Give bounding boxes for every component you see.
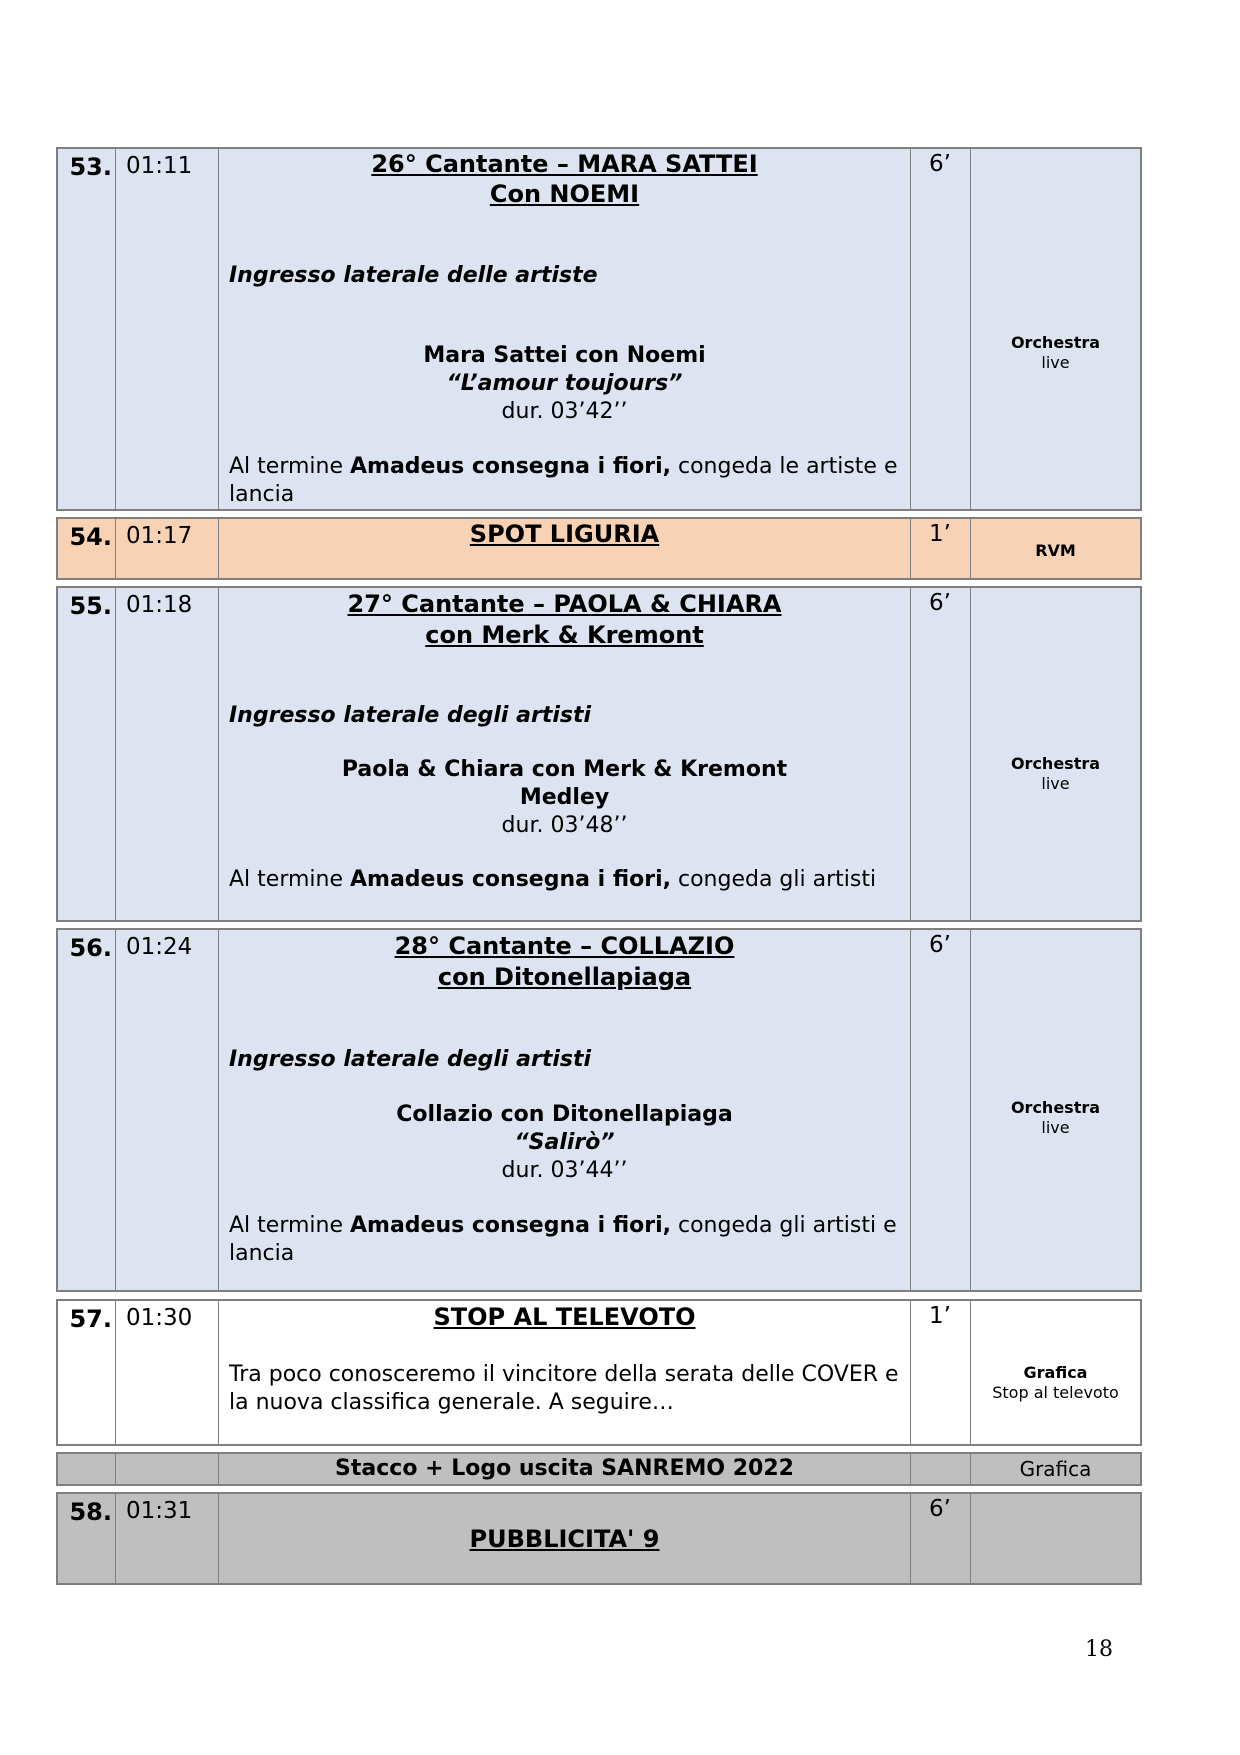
number-cell [58, 930, 116, 1290]
content-cell [219, 1454, 911, 1484]
row-number: 53. [69, 153, 112, 181]
time-cell [116, 149, 219, 509]
time-cell [116, 1454, 219, 1484]
segment-title: PUBBLICITA' 9 [469, 1525, 660, 1553]
notes-cell [971, 930, 1140, 1290]
rundown-row-55 [56, 586, 1142, 922]
entrance-note: Ingresso laterale degli artisti [229, 1047, 592, 1072]
song-duration: dur. 03’48’’ [501, 813, 628, 838]
closing-note: Al termine Amadeus consegna i fiori, congeda gli artisti [229, 867, 877, 892]
segment-duration: 6’ [929, 590, 951, 616]
song-title: Medley [519, 785, 610, 810]
number-cell [58, 1494, 116, 1583]
duration-cell [911, 1454, 971, 1484]
source-note: Grafica Stop al televoto [992, 1363, 1119, 1402]
row-number: 58. [69, 1498, 112, 1526]
duration-cell [911, 588, 971, 920]
number-cell [58, 1454, 116, 1484]
song-title: “L’amour toujours” [446, 371, 683, 396]
segment-subtitle: Con NOEMI [489, 180, 640, 208]
notes-cell [971, 1301, 1140, 1444]
content-cell [219, 519, 911, 578]
time-cell [116, 1301, 219, 1444]
duration-cell [911, 930, 971, 1290]
source-note: Orchestra live [1010, 333, 1101, 372]
segment-duration: 1’ [929, 521, 951, 547]
row-time: 01:30 [126, 1305, 193, 1331]
segment-duration: 1’ [929, 1303, 951, 1329]
row-time: 01:24 [126, 934, 193, 960]
closing-note: Al termine Amadeus consegna i fiori, congeda le artiste e lancia [229, 454, 898, 507]
notes-cell [971, 588, 1140, 920]
performer-names: Paola & Chiara con Merk & Kremont [341, 757, 788, 782]
entrance-note: Ingresso laterale degli artisti [229, 703, 592, 728]
duration-cell [911, 1301, 971, 1444]
closing-note: Al termine Amadeus consegna i fiori, congeda gli artisti e lancia [229, 1213, 897, 1266]
segment-subtitle: con Merk & Kremont [425, 621, 704, 649]
content-cell [219, 149, 911, 509]
segment-title: 28° Cantante – COLLAZIO [394, 932, 735, 960]
performer-names: Mara Sattei con Noemi [423, 343, 706, 368]
time-cell [116, 930, 219, 1290]
duration-cell [911, 149, 971, 509]
row-number: 55. [69, 592, 112, 620]
segment-title: STOP AL TELEVOTO [433, 1303, 696, 1331]
row-number: 56. [69, 934, 112, 962]
content-cell [219, 1494, 911, 1583]
row-time: 01:11 [126, 153, 193, 179]
segment-title: 27° Cantante – PAOLA & CHIARA [347, 590, 782, 618]
content-cell [219, 930, 911, 1290]
number-cell [58, 149, 116, 509]
segment-body-text: Tra poco conosceremo il vincitore della serata delle COVER e la nuova classifica generale. A seguire… [229, 1362, 899, 1415]
rundown-row-57 [56, 1299, 1142, 1446]
notes-cell [971, 519, 1140, 578]
segment-duration: 6’ [929, 932, 951, 958]
row-number: 57. [69, 1305, 112, 1333]
segment-duration: 6’ [929, 151, 951, 177]
time-cell [116, 1494, 219, 1583]
notes-cell [971, 149, 1140, 509]
row-number: 54. [69, 523, 112, 551]
page-number: 18 [1085, 1637, 1113, 1662]
source-note: Grafica [1019, 1457, 1092, 1481]
rundown-row-56 [56, 928, 1142, 1292]
content-cell [219, 588, 911, 920]
song-duration: dur. 03’42’’ [501, 399, 628, 424]
notes-cell [971, 1494, 1140, 1583]
time-cell [116, 519, 219, 578]
number-cell [58, 588, 116, 920]
rundown-row-58 [56, 1492, 1142, 1585]
source-note: Orchestra live [1010, 754, 1101, 793]
number-cell [58, 1301, 116, 1444]
source-note: Orchestra live [1010, 1098, 1101, 1137]
duration-cell [911, 1494, 971, 1583]
duration-cell [911, 519, 971, 578]
segment-title: 26° Cantante – MARA SATTEI [371, 150, 758, 178]
rundown-row-53 [56, 147, 1142, 511]
performer-names: Collazio con Ditonellapiaga [396, 1102, 733, 1127]
row-time: 01:31 [126, 1498, 193, 1524]
time-cell [116, 588, 219, 920]
entrance-note: Ingresso laterale delle artiste [229, 263, 598, 288]
content-cell [219, 1301, 911, 1444]
number-cell [58, 519, 116, 578]
segment-title: SPOT LIGURIA [469, 520, 660, 548]
segment-subtitle: con Ditonellapiaga [437, 963, 692, 991]
row-time: 01:17 [126, 523, 193, 549]
rundown-row-54 [56, 517, 1142, 580]
segment-duration: 6’ [929, 1496, 951, 1522]
song-title: “Salirò” [514, 1130, 615, 1155]
song-duration: dur. 03’44’’ [501, 1158, 628, 1183]
notes-cell [971, 1454, 1140, 1484]
row-time: 01:18 [126, 592, 193, 618]
separator-title: Stacco + Logo uscita SANREMO 2022 [335, 1456, 794, 1481]
source-note: RVM [1035, 541, 1076, 560]
rundown-separator-row [56, 1452, 1142, 1486]
